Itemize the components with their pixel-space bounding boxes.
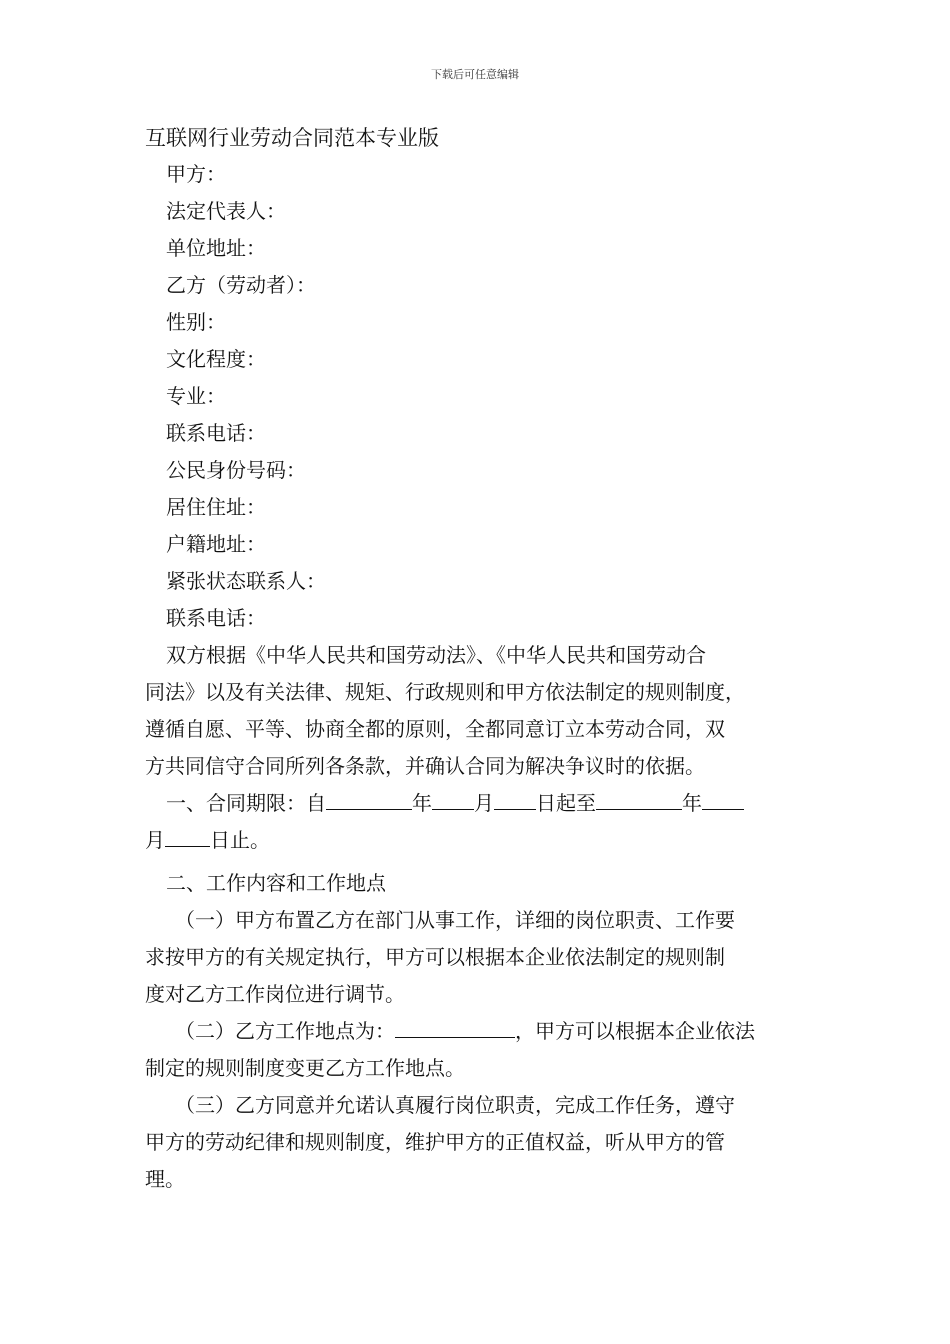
field-party-b: 乙方（劳动者）： (166, 273, 316, 297)
term-prefix: 一、合同期限：自 (166, 791, 326, 815)
term-month2-label: 月 (145, 828, 165, 852)
blank-start-month (432, 787, 474, 810)
field-emergency-contact: 紧张状态联系人： (166, 569, 326, 593)
field-gender: 性别： (166, 310, 226, 334)
document-title: 互联网行业劳动合同范本专业版 (145, 126, 439, 150)
work-item-1 (145, 902, 810, 1013)
party-fields (145, 156, 810, 637)
blank-end-month (702, 787, 744, 810)
field-phone: 联系电话： (166, 421, 266, 445)
term-day-end-label: 日止。 (210, 828, 270, 852)
contract-document (145, 120, 810, 1198)
work-item-1-line: 度对乙方工作岗位进行调节。 (145, 982, 405, 1006)
contract-term-line (145, 822, 810, 859)
blank-start-year (326, 787, 412, 810)
blank-end-year (596, 787, 682, 810)
field-company-address: 单位地址： (166, 236, 266, 260)
work-location-prefix: （二）乙方工作地点为： (175, 1019, 395, 1043)
section-heading: 二、工作内容和工作地点 (166, 871, 386, 895)
preamble-line: 遵循自愿、平等、协商全都的原则，全都同意订立本劳动合同，双 (145, 717, 725, 741)
term-day-from-label: 日起至 (536, 791, 596, 815)
work-item-1-line: 求按甲方的有关规定执行，甲方可以根据本企业依法制定的规则制 (145, 945, 725, 969)
page-header-note: 下载后可任意编辑 (431, 68, 519, 81)
field-id-number: 公民身份号码： (166, 458, 306, 482)
preamble-line: 方共同信守合同所列各条款，并确认合同为解决争议时的依据。 (145, 754, 705, 778)
contract-term-line (145, 785, 810, 822)
work-item-2-line (145, 1013, 810, 1050)
section-work (145, 865, 810, 902)
field-major: 专业： (166, 384, 226, 408)
work-item-3 (145, 1087, 810, 1198)
term-month-label: 月 (474, 791, 494, 815)
blank-end-day (165, 824, 210, 847)
blank-work-location (395, 1015, 515, 1038)
work-item-3-line: （三）乙方同意并允诺认真履行岗位职责，完成工作任务，遵守 (175, 1093, 735, 1117)
field-education: 文化程度： (166, 347, 266, 371)
work-location-suffix: ，甲方可以根据本企业依法 (515, 1019, 755, 1043)
field-residence-address: 居住住址： (166, 495, 266, 519)
work-item-2 (145, 1013, 810, 1087)
preamble-line: 双方根据《中华人民共和国劳动法》、《中华人民共和国劳动合 (166, 643, 706, 667)
preamble-line: 同法》以及有关法律、规矩、行政规则和甲方依法制定的规则制度， (145, 680, 745, 704)
field-party-a: 甲方： (166, 162, 226, 186)
work-item-3-line: 理。 (145, 1167, 185, 1191)
term-year2-label: 年 (682, 791, 702, 815)
blank-start-day (494, 787, 536, 810)
field-emergency-phone: 联系电话： (166, 606, 266, 630)
field-legal-representative: 法定代表人： (166, 199, 286, 223)
contract-term-clause (145, 785, 810, 859)
field-household-address: 户籍地址： (166, 532, 266, 556)
preamble-paragraph (145, 637, 810, 785)
work-item-1-line: （一）甲方布置乙方在部门从事工作，详细的岗位职责、工作要 (175, 908, 735, 932)
work-item-2-line: 制定的规则制度变更乙方工作地点。 (145, 1056, 465, 1080)
term-year-label: 年 (412, 791, 432, 815)
work-item-3-line: 甲方的劳动纪律和规则制度，维护甲方的正值权益，听从甲方的管 (145, 1130, 725, 1154)
